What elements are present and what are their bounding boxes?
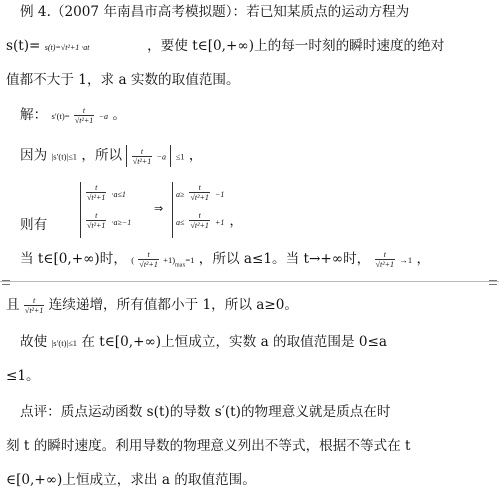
solution-end: 。 xyxy=(112,107,126,123)
row1-tail: ·a≤1 xyxy=(111,190,126,199)
then-label: 则有 xyxy=(20,217,48,233)
abs-bound: ≤1 xyxy=(175,151,185,162)
system-row-4 xyxy=(176,210,243,230)
abs-bar-right xyxy=(170,145,171,167)
limit-end: ， xyxy=(416,251,431,267)
equation-prefix: s(t)= xyxy=(6,38,41,54)
comment-line-1 xyxy=(20,404,390,420)
because-line xyxy=(20,145,202,171)
row2-tail: ·a≥−1 xyxy=(111,218,132,227)
max-open-paren: ( xyxy=(131,255,135,265)
monotonic-line xyxy=(6,296,298,322)
limit-conclusion: ，所以 a≤1。当 t→+∞时， xyxy=(198,251,371,267)
comment-line-2 xyxy=(6,438,411,454)
implies-arrow: ⇒ xyxy=(154,203,164,215)
row3-prefix: a≥ xyxy=(176,190,185,199)
fraction-numerator: t xyxy=(95,183,98,192)
abs-fraction xyxy=(132,147,152,166)
max-value: =1 xyxy=(185,255,195,265)
solution-label: 解： xyxy=(20,107,48,123)
conclusion-inequality: |s′(t)|≤1 xyxy=(51,338,78,348)
row4-prefix: a≤ xyxy=(176,218,185,227)
max-tail: +1) xyxy=(163,255,176,265)
row1-fraction xyxy=(86,183,106,202)
max-subscript: max xyxy=(175,262,186,269)
abs-tail: −a xyxy=(156,152,166,162)
equation-line xyxy=(6,38,444,56)
fraction-numerator: t xyxy=(95,211,98,220)
fraction-numerator: t xyxy=(198,211,201,220)
because-label: 因为 xyxy=(20,147,48,164)
derivative-tail: −a xyxy=(98,112,108,121)
page-divider xyxy=(0,281,499,282)
fraction-numerator: t xyxy=(383,250,386,259)
comment-text-1: 点评：质点运动函数 s(t)的导数 s′(t)的物理意义就是质点在时 xyxy=(20,404,391,420)
row3-tail: −1 xyxy=(215,190,225,199)
question-text: 值都不大于 1，求 a 实数的取值范围。 xyxy=(6,72,240,88)
derivative-lhs: s′(t)= xyxy=(51,111,70,121)
fraction-denominator: √t²+1 xyxy=(24,306,44,315)
row3-fraction xyxy=(189,183,209,202)
max-fraction xyxy=(138,250,158,269)
row2-fraction xyxy=(86,211,106,230)
conclusion-text: 在 t∈[0,+∞)上恒成立，实数 a 的取值范围是 0≤a xyxy=(81,334,388,350)
conclusion-line xyxy=(20,334,387,351)
limit-line xyxy=(20,250,430,278)
abs-inequality: |s′(t)|≤1 xyxy=(51,151,78,162)
fraction-numerator: t xyxy=(33,296,36,305)
fraction-denominator: √t²+1 xyxy=(74,116,94,125)
limit-fraction xyxy=(375,250,395,269)
question-line xyxy=(6,72,240,88)
fraction-denominator: √t²+1 xyxy=(139,260,158,269)
fraction-denominator: √t²+1 xyxy=(87,221,106,230)
abs-bar-left xyxy=(126,145,127,167)
fraction-denominator: √t²+1 xyxy=(132,156,152,166)
system-end: ， xyxy=(229,214,243,229)
comment-text-3: ∈[0,+∞)上恒成立，求出 a 的取值范围。 xyxy=(6,472,256,488)
conclusion-continued xyxy=(6,368,40,384)
row4-fraction xyxy=(189,211,209,230)
because-end: ， xyxy=(188,147,203,164)
system-row-1 xyxy=(86,182,126,202)
limit-domain: 当 t∈[0,+∞)时， xyxy=(20,251,127,267)
inequality-system xyxy=(0,180,499,242)
derivative-fraction xyxy=(74,106,94,125)
fraction-denominator: √t²+1 xyxy=(190,193,209,202)
therefore-label: ，所以 xyxy=(81,147,123,164)
left-brace xyxy=(80,182,81,238)
monotonic-text: 连续递增，所有值都小于 1，所以 a≥0。 xyxy=(48,297,299,313)
conclusion-continued-text: ≤1。 xyxy=(6,368,40,384)
system-row-2 xyxy=(86,210,131,230)
row4-tail: +1 xyxy=(215,218,225,227)
fraction-denominator: √t²+1 xyxy=(190,221,209,230)
solution-line xyxy=(20,106,126,132)
divider-mark-left xyxy=(2,280,10,285)
fraction-denominator: √t²+1 xyxy=(87,193,106,202)
monotonic-fraction xyxy=(24,296,44,315)
fraction-numerator: t xyxy=(82,106,86,115)
fraction-numerator: t xyxy=(140,146,144,156)
fraction-numerator: t xyxy=(198,183,201,192)
equation-condition: ，要使 t∈[0,+∞)上的每一时刻的瞬时速度的绝对 xyxy=(147,38,445,54)
divider-mark-right xyxy=(489,280,497,285)
right-brace xyxy=(172,182,173,238)
and-label: 且 xyxy=(6,297,20,313)
motion-formula: s(t)=√t²+1 ·at xyxy=(44,43,90,52)
example-heading xyxy=(20,4,409,20)
limit-arrow: →1 xyxy=(399,255,413,265)
comment-text-2: 刻 t 的瞬时速度。利用导数的物理意义列出不等式，根据不等式在 t xyxy=(6,438,411,454)
system-row-3 xyxy=(176,182,224,202)
conclusion-prefix: 故使 xyxy=(20,334,48,350)
comment-line-3 xyxy=(6,472,256,488)
fraction-denominator: √t²+1 xyxy=(375,260,395,269)
fraction-numerator: t xyxy=(147,250,150,259)
example-heading-text: 例 4.（2007 年南昌市高考模拟题）：若已知某质点的运动方程为 xyxy=(20,4,410,20)
